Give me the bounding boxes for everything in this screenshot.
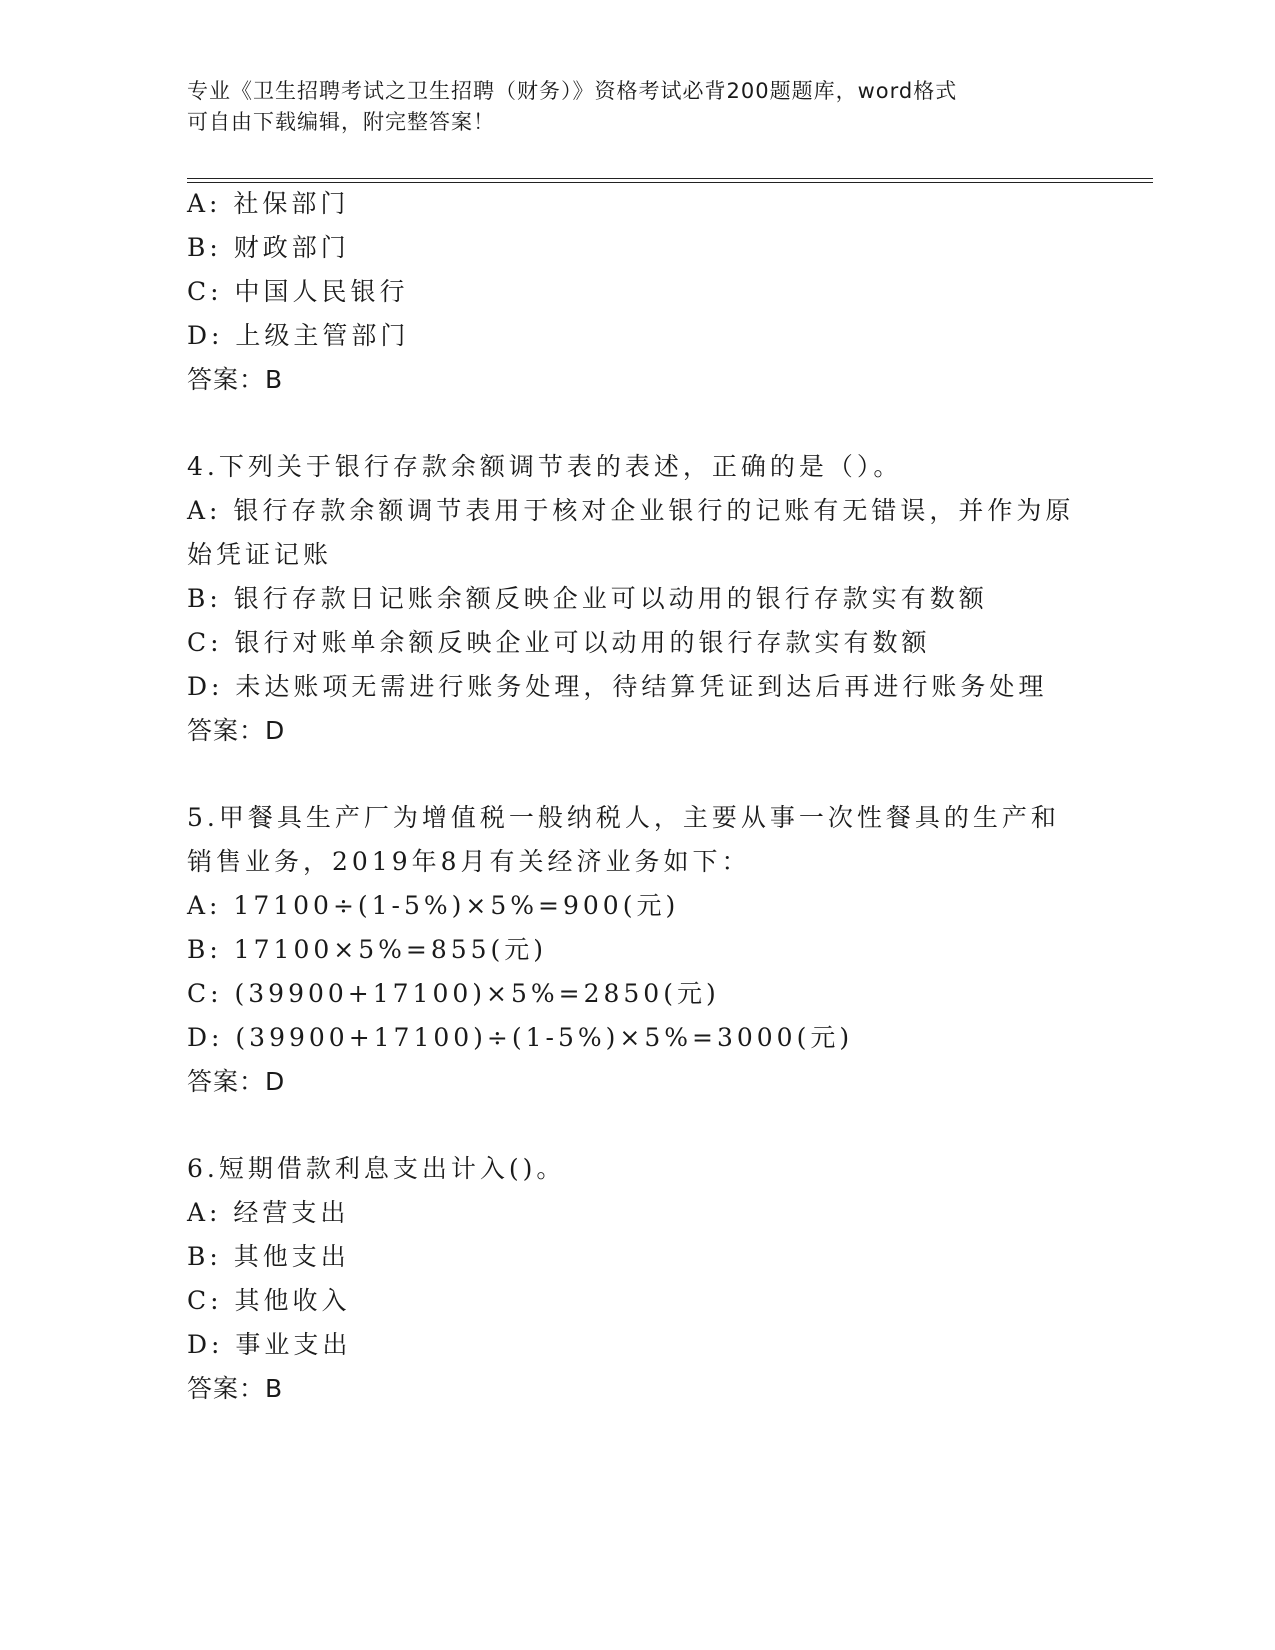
header-divider-bottom xyxy=(187,182,1153,183)
q4-option-a: A: 银行存款余额调节表用于核对企业银行的记账有无错误，并作为原 xyxy=(187,496,1075,525)
q4-option-c: C: 银行对账单余额反映企业可以动用的银行存款实有数额 xyxy=(187,628,931,657)
q6-option-a: A: 经营支出 xyxy=(187,1198,350,1227)
q4-question: 4.下列关于银行存款余额调节表的表述，正确的是（）。 xyxy=(187,452,903,481)
q5-option-b: B: 17100×5%=855(元) xyxy=(187,935,548,964)
q6-question: 6.短期借款利息支出计入()。 xyxy=(187,1154,566,1183)
header-line-1: 专业《卫生招聘考试之卫生招聘（财务）》资格考试必背200题题库，word格式 xyxy=(187,79,958,103)
q5-question-cont: 销售业务，2019年8月有关经济业务如下： xyxy=(187,847,751,876)
q6-option-d: D: 事业支出 xyxy=(187,1330,352,1359)
q5-option-a: A: 17100÷(1-5%)×5%=900(元) xyxy=(187,891,680,920)
q5-option-c: C: (39900+17100)×5%=2850(元) xyxy=(187,979,720,1008)
q4-option-a-cont: 始凭证记账 xyxy=(187,540,333,569)
q5-answer: 答案：D xyxy=(187,1067,286,1096)
q4-option-d: D: 未达账项无需进行账务处理，待结算凭证到达后再进行账务处理 xyxy=(187,672,1048,701)
q6-option-b: B: 其他支出 xyxy=(187,1242,350,1271)
q3-option-d: D: 上级主管部门 xyxy=(187,321,410,350)
q6-answer: 答案：B xyxy=(187,1374,284,1403)
header-line-2: 可自由下载编辑，附完整答案！ xyxy=(187,110,495,134)
q6-option-c: C: 其他收入 xyxy=(187,1286,351,1315)
q3-answer: 答案：B xyxy=(187,365,284,394)
q4-option-b: B: 银行存款日记账余额反映企业可以动用的银行存款实有数额 xyxy=(187,584,988,613)
q3-option-b: B: 财政部门 xyxy=(187,233,350,262)
q5-option-d: D: (39900+17100)÷(1-5%)×5%=3000(元) xyxy=(187,1023,854,1052)
q4-answer: 答案：D xyxy=(187,716,286,745)
q5-question: 5.甲餐具生产厂为增值税一般纳税人，主要从事一次性餐具的生产和 xyxy=(187,803,1060,832)
document-header xyxy=(187,76,1087,138)
q3-option-a: A: 社保部门 xyxy=(187,189,350,218)
q3-option-c: C: 中国人民银行 xyxy=(187,277,409,306)
header-divider-top xyxy=(187,178,1153,179)
